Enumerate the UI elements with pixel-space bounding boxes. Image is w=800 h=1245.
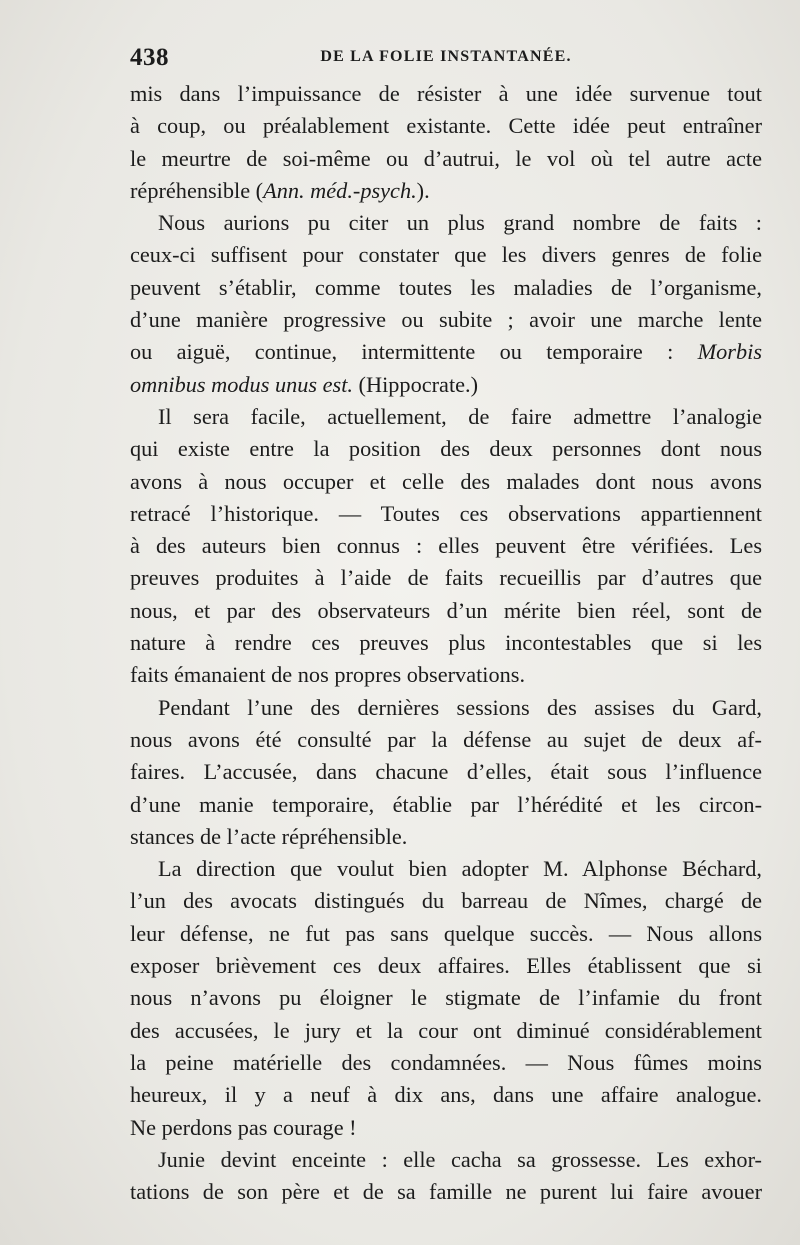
text-run: Pendant l’une des dernières sessions des assises du Gard, [158,694,762,720]
text-line [130,207,762,239]
text-line [130,110,762,142]
text-line [130,918,762,950]
text-line [130,595,762,627]
text-line [130,1079,762,1111]
text-run: exposer brièvement ces deux affaires. Elles établissent que si [130,953,762,979]
page-number: 438 [130,44,169,71]
text-run: tations de son père et de sa famille ne purent lui faire avouer [130,1179,762,1205]
text-line [130,821,762,853]
italic-run: omnibus modus unus est. [130,371,353,397]
text-run: La direction que voulut bien adopter M. Alphonse Béchard, [158,856,762,882]
text-run: Nous aurions pu citer un plus grand nombre de faits : [158,210,762,236]
text-run: ceux-ci suffisent pour constater que les divers genres de folie [130,242,762,268]
text-line [130,369,762,401]
text-run: stances de l’acte répréhensible. [130,823,408,849]
text-run: des accusées, le jury et la cour ont diminué considérablement [130,1017,762,1043]
text-run: preuves produites à l’aide de faits recueillis par d’autres que [130,565,762,591]
text-line [130,1176,762,1208]
running-title: DE LA FOLIE INSTANTANÉE. [320,48,572,65]
text-line [130,885,762,917]
text-line [130,401,762,433]
text-line [130,272,762,304]
text-line [130,853,762,885]
text-run: à des auteurs bien connus : elles peuvent être vérifiées. Les [130,533,762,559]
text-run: d’une manie temporaire, établie par l’hérédité et les circon- [130,791,762,817]
text-run: leur défense, ne fut pas sans quelque succès. — Nous allons [130,920,762,946]
text-run: Ne perdons pas courage ! [130,1114,357,1140]
text-run: peuvent s’établir, comme toutes les maladies de l’organisme, [130,274,762,300]
text-run: ou aiguë, continue, intermittente ou temporaire : [130,339,698,365]
text-run: nature à rendre ces preuves plus incontestables que si les [130,630,762,656]
text-line [130,982,762,1014]
body-text [130,78,762,1208]
text-run: faits émanaient de nos propres observations. [130,662,526,688]
text-line [130,78,762,110]
text-run: mis dans l’impuissance de résister à une idée survenue tout [130,81,762,106]
text-run: le meurtre de soi-même ou d’autrui, le vol où tel autre acte [130,145,762,171]
page-header [130,40,762,76]
text-line [130,498,762,530]
text-line [130,433,762,465]
text-line [130,562,762,594]
text-line [130,239,762,271]
text-run: l’un des avocats distingués du barreau de Nîmes, chargé de [130,888,762,914]
text-run: à coup, ou préalablement existante. Cette idée peut entraîner [130,113,762,139]
text-run: Il sera facile, actuellement, de faire admettre l’analogie [158,403,762,429]
text-run-end: (Hippocrate.) [352,371,479,397]
text-run: nous, et par des observateurs d’un mérite bien réel, sont de [130,597,762,623]
text-run: faires. L’accusée, dans chacune d’elles, était sous l’influence [130,759,762,785]
text-line [130,756,762,788]
text-line [130,336,762,368]
text-run: avons à nous occuper et celle des malades dont nous avons [130,468,762,494]
text-line [130,175,762,207]
text-run: heureux, il y a neuf à dix ans, dans une affaire analogue. [130,1082,762,1108]
text-run: nous n’avons pu éloigner le stigmate de l’infamie du front [130,985,762,1011]
text-line [130,724,762,756]
text-run: Junie devint enceinte : elle cacha sa grossesse. Les exhor- [158,1146,762,1172]
text-line [130,143,762,175]
text-line [130,1144,762,1176]
text-run: la peine matérielle des condamnées. — Nous fûmes moins [130,1049,762,1075]
text-run: qui existe entre la position des deux personnes dont nous [130,436,762,462]
text-line [130,1047,762,1079]
text-line [130,950,762,982]
text-line [130,659,762,691]
text-line [130,692,762,724]
text-line [130,304,762,336]
text-run: retracé l’historique. — Toutes ces observations appartiennent [130,500,762,526]
text-run: nous avons été consulté par la défense au sujet de deux af- [130,726,762,752]
text-line [130,789,762,821]
text-line [130,530,762,562]
text-line [130,1112,762,1144]
text-run-end: ). [416,177,430,203]
text-line [130,627,762,659]
italic-run: Morbis [697,339,762,365]
text-run: répréhensible ( [130,177,264,203]
text-run: d’une manière progressive ou subite ; avoir une marche lente [130,307,762,333]
text-line [130,1015,762,1047]
italic-run: Ann. méd.-psych. [263,177,417,203]
text-line [130,466,762,498]
